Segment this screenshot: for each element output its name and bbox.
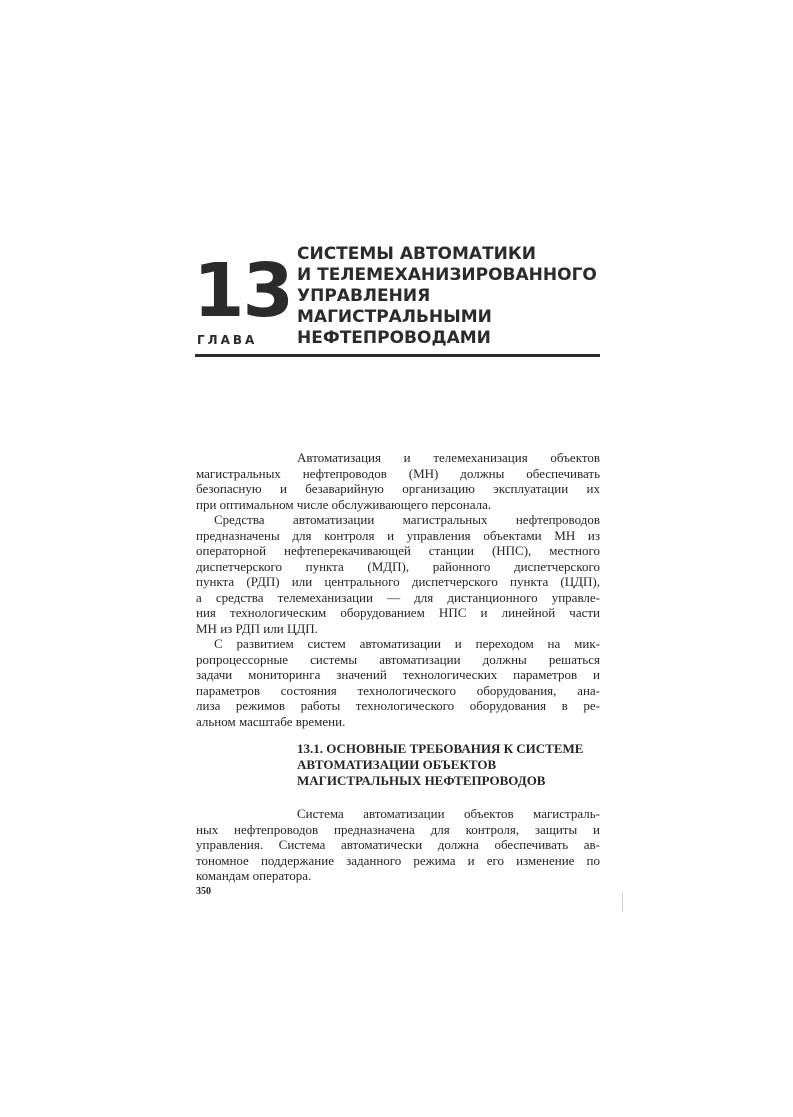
section-paragraph	[196, 806, 600, 884]
text-line: альном масштабе времени.	[196, 713, 346, 729]
section-heading	[297, 741, 583, 789]
section-heading-line: МАГИСТРАЛЬНЫХ НЕФТЕПРОВОДОВ	[297, 773, 546, 788]
text-line: Автоматизация и телемеханизация объектов	[297, 450, 600, 465]
text-line: пункта (РДП) или центрального диспетчерского пункта (ЦДП),	[196, 574, 600, 589]
text-line: магистральных нефтепроводов (МН) должны обеспечивать	[196, 465, 600, 481]
text-line: задачи мониторинга значений технологических параметров и	[196, 667, 600, 682]
chapter-title-line: УПРАВЛЕНИЯ	[297, 286, 431, 306]
text-line: операторной нефтеперекачивающей станции (НПС), местного	[196, 543, 600, 558]
text-line: при оптимальном числе обслуживающего персонала.	[196, 496, 492, 512]
section-heading-line: АВТОМАТИЗАЦИИ ОБЪЕКТОВ	[297, 757, 497, 772]
text-line: ния технологическим оборудованием НПС и линейной части	[196, 605, 600, 620]
text-line: Система автоматизации объектов магистраль-	[297, 806, 600, 821]
chapter-label: ГЛАВА	[197, 333, 258, 347]
chapter-title-line: НЕФТЕПРОВОДАМИ	[297, 328, 491, 348]
text-line: Средства автоматизации магистральных нефтепроводов	[214, 512, 600, 527]
intro-paragraph-3	[196, 636, 600, 729]
chapter-title-line: МАГИСТРАЛЬНЫМИ	[297, 307, 492, 327]
chapter-title	[297, 244, 597, 349]
section-heading-line: 13.1. ОСНОВНЫЕ ТРЕБОВАНИЯ К СИСТЕМЕ	[297, 741, 584, 756]
text-line: предназначены для контроля и управления объектами МН из	[196, 527, 600, 543]
chapter-title-line: СИСТЕМЫ АВТОМАТИКИ	[297, 244, 537, 264]
text-line: тономное поддержание заданного режима и его изменение по	[196, 852, 600, 868]
scan-mark	[622, 893, 623, 911]
text-line: ных нефтепроводов предназначена для контроля, защиты и	[196, 821, 600, 837]
text-line: командам оператора.	[196, 868, 312, 883]
chapter-title-line: И ТЕЛЕМЕХАНИЗИРОВАННОГО	[297, 265, 597, 285]
text-line: ропроцессорные системы автоматизации должны решаться	[196, 651, 600, 667]
text-line: С развитием систем автоматизации и переходом на мик-	[214, 636, 600, 651]
text-line: МН из РДП или ЦДП.	[196, 620, 318, 636]
text-line: безопасную и безаварийную организацию эксплуатации их	[196, 481, 600, 496]
intro-paragraph-1	[196, 450, 600, 512]
page-number: 350	[196, 886, 211, 897]
text-line: а средства телемеханизации — для дистанционного управле-	[196, 589, 600, 605]
text-line: лиза режимов работы технологического оборудования в ре-	[196, 698, 600, 713]
text-line: параметров состояния технологического оборудования, ана-	[196, 682, 600, 698]
intro-paragraph-2	[196, 512, 600, 636]
text-line: диспетчерского пункта (МДП), районного диспетчерского	[196, 558, 600, 574]
chapter-divider	[195, 354, 600, 357]
chapter-number: 13	[193, 248, 292, 334]
text-line: управления. Система автоматически должна обеспечивать ав-	[196, 837, 600, 852]
